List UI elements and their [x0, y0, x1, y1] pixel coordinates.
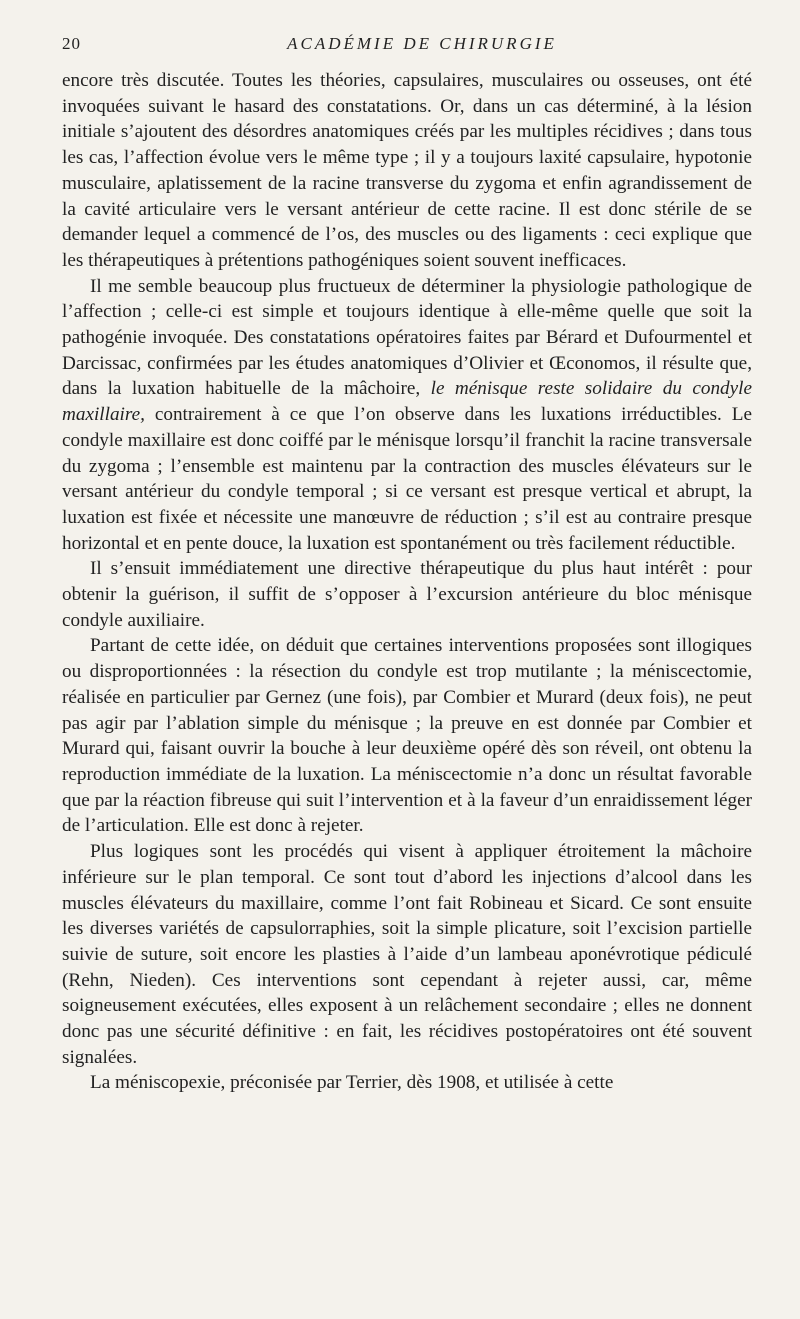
- page-number: 20: [62, 34, 81, 53]
- paragraph-3: Il s’ensuit immédiatement une directive thérapeutique du plus haut intérêt : pour obtenir la guérison, il suffit de s’opposer à l’excursion antérieure du bloc ménisque condyle auxiliaire.: [62, 558, 752, 631]
- running-head: [62, 28, 752, 68]
- journal-title: ACADÉMIE DE CHIRURGIE: [287, 34, 557, 53]
- body-text: [62, 68, 752, 1096]
- paragraph-2-text-after: contrairement à ce que l’on observe dans les luxations irréductibles. Le condyle maxillaire est donc coiffé par le ménisque lorsqu’il franchit la racine transversale du zygoma ; l’ensemble est maintenu par la contraction des muscles élévateurs sur le versant antérieur du condyle temporal ; si ce versant est presque vertical et abrupt, la luxation est fixée et nécessite une manœuvre de réduction ; s’il est au contraire presque horizontal et en pente douce, la luxation est spontanément ou très facilement réductible.: [62, 404, 752, 554]
- paragraph-1: encore très discutée. Toutes les théories, capsulaires, musculaires ou osseuses, ont été invoquées suivant le hasard des constatations. Or, dans un cas déterminé, à la lésion initiale s’ajoutent des désordres anatomiques créés par les multiples récidives ; dans tous les cas, l’affection évolue vers le même type ; il y a toujours laxité capsulaire, hypotonie musculaire, aplatissement de la racine transverse du zygoma et enfin agrandissement de la cavité articulaire vers le versant antérieur de cette racine. Il est donc stérile de se demander lequel a commencé de l’os, des muscles ou des ligaments : ceci explique que les thérapeutiques à prétentions pathogéniques soient souvent inefficaces.: [62, 70, 752, 271]
- paragraph-5: Plus logiques sont les procédés qui visent à appliquer étroitement la mâchoire inférieure sur le plan temporal. Ce sont tout d’abord les injections d’alcool dans les muscles élévateurs du maxillaire, comme l’ont fait Robineau et Sicard. Ce sont ensuite les diverses variétés de capsulorraphies, soit la simple plicature, soit l’excision partielle suivie de suture, soit encore les plasties à l’aide d’un lambeau aponévrotique pédiculé (Rehn, Nieden). Ces interventions sont cependant à rejeter aussi, car, même soigneusement exécutées, elles exposent à un relâchement secondaire ; elles ne donnent donc pas une sécurité définitive : en fait, les récidives postopératoires ont été souvent signalées.: [62, 841, 752, 1068]
- paragraph-6: La méniscopexie, préconisée par Terrier, dès 1908, et utilisée à cette: [90, 1072, 614, 1094]
- paragraph-2-emphasis: le ménisque reste solidaire du condyle maxillaire,: [62, 378, 752, 426]
- paragraph-2-text-before: Il me semble beaucoup plus fructueux de déterminer la physiologie pathologique de l’affection ; celle-ci est simple et toujours identique à elle-même quelle que soit la pathogénie invoquée. Des constatations opératoires faites par Bérard et Dufourmentel et Darcissac, confirmées par les études anatomiques d’Olivier et Œconomos, il résulte que, dans la luxation habituelle de la mâchoire,: [62, 275, 752, 400]
- paragraph-4: Partant de cette idée, on déduit que certaines interventions proposées sont illogiques ou disproportionnées : la résection du condyle est trop mutilante ; la méniscectomie, réalisée en particulier par Gernez (une fois), par Combier et Murard (deux fois), ne peut pas agir par l’ablation simple du ménisque ; la preuve en est donnée par Combier et Murard qui, faisant ouvrir la bouche à leur deuxième opéré dès son réveil, ont obtenu la reproduction immédiate de la luxation. La méniscectomie n’a donc un résultat favorable que par la réaction fibreuse qui suit l’intervention et à la faveur d’un enraidissement léger de l’articulation. Elle est donc à rejeter.: [62, 635, 752, 837]
- paragraph-2: [62, 274, 752, 557]
